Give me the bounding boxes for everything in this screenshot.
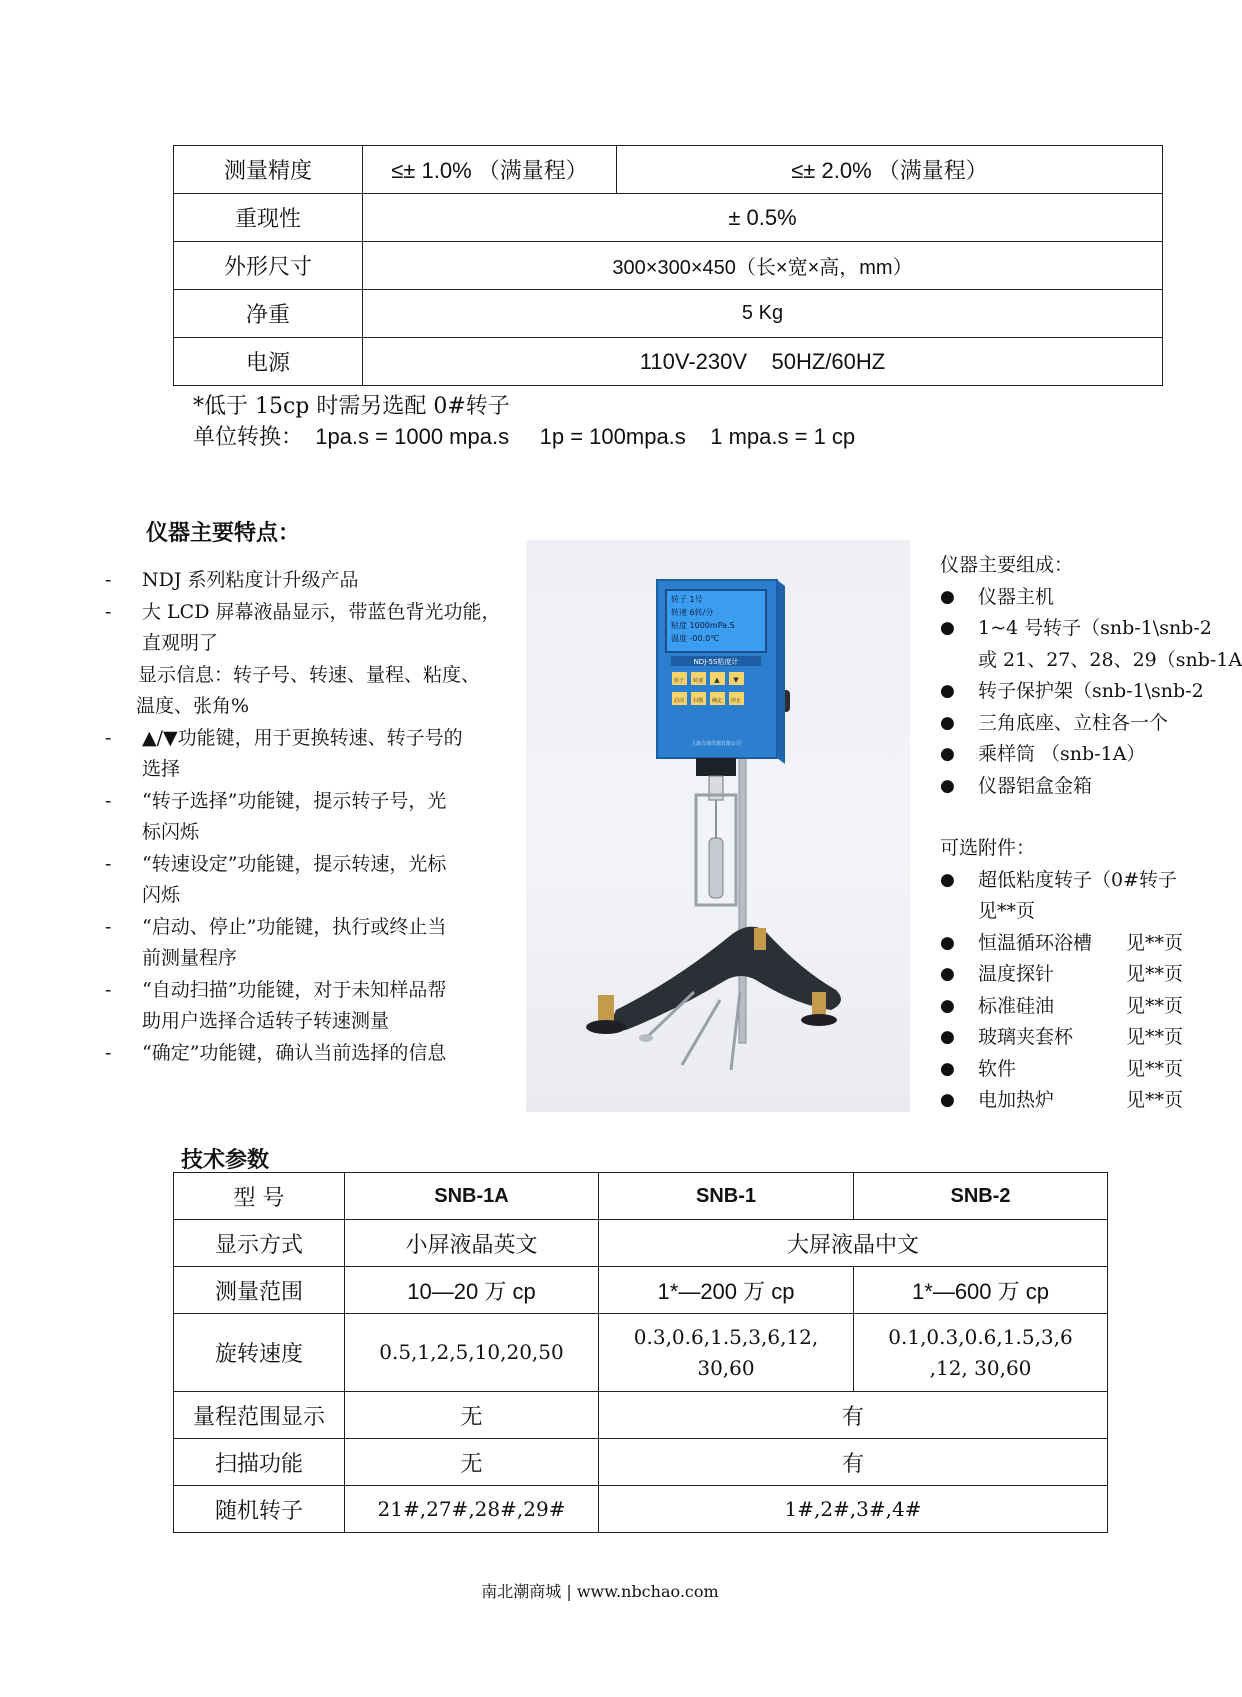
list-item: ● 乘样筒 （snb-1A） [940, 739, 1200, 771]
table-row [174, 290, 1163, 338]
bullet-icon: ● [940, 1090, 955, 1110]
list-item: - “自动扫描”功能键，对于未知样品帮 助用户选择合适转子转速测量 [105, 978, 447, 1032]
rotor-note: *低于 15cp 时需另选配 0#转子 [193, 394, 510, 419]
bullet-icon: ● [940, 1058, 955, 1079]
row-label: 外形尺寸 [174, 242, 363, 290]
components-heading: 仪器主要组成： [940, 554, 1074, 576]
list-item: - ▲/▼功能键，用于更换转速、转子号的 选择 [105, 726, 463, 780]
table-row [174, 146, 1163, 194]
table-row [174, 1486, 1108, 1533]
tech-heading: 技术参数 [181, 1147, 270, 1173]
list-item: - 大 LCD 屏幕液晶显示，带蓝色背光功能， 直观明了 [105, 600, 501, 654]
cell-value: 大屏液晶中文 [599, 1220, 1108, 1267]
cell-value: 300×300×450（长×宽×高，mm） [363, 242, 1163, 290]
accessories-heading: 可选附件： [940, 837, 1036, 859]
key-label: ▼ [733, 676, 739, 684]
column-header: SNB-1 [599, 1173, 854, 1220]
key-label: ▲ [714, 676, 720, 684]
list-item: ● 仪器主机 [940, 582, 1200, 614]
column-header: SNB-2 [854, 1173, 1108, 1220]
lcd-line: 温度 -00.0℃ [671, 634, 720, 643]
lcd-line: 转速 6转/分 [671, 608, 714, 617]
lcd-line: 转子 1号 [671, 595, 703, 604]
bullet-icon: ● [940, 744, 955, 764]
row-label: 测量范围 [174, 1267, 345, 1314]
key-label: 停止 [730, 698, 742, 704]
table-row [174, 1267, 1108, 1314]
device-model-label: NDJ-5S粘度计 [693, 658, 739, 666]
list-item: ● 标准硅油 见**页 [940, 991, 1200, 1023]
cell-value: 21#,27#,28#,29# [345, 1486, 599, 1533]
row-label: 旋转速度 [174, 1314, 345, 1392]
list-item: ● 三角底座、立柱各一个 [940, 708, 1200, 740]
cell-value: 0.3,0.6,1.5,3,6,12, 30,60 [599, 1314, 854, 1392]
product-photo [526, 540, 910, 1112]
row-label: 测量精度 [174, 146, 363, 194]
list-item: ● 1~4 号转子（snb-1\snb-2 或 21、27、28、29（snb-1A [940, 613, 1200, 676]
tech-table [173, 1172, 1108, 1533]
list-item: ● 软件 见**页 [940, 1054, 1200, 1086]
list-item: ● 超低粘度转子（0#转子 见**页 [940, 865, 1200, 928]
key-label: 扫描 [692, 698, 704, 704]
cell-value: 1*—200 万 cp [599, 1267, 854, 1314]
list-item: 显示信息：转子号、转速、量程、粘度、 温度、张角% [136, 663, 481, 717]
bullet-icon: ● [940, 586, 955, 607]
cell-value: 有 [599, 1439, 1108, 1486]
row-label: 随机转子 [174, 1486, 345, 1533]
table-row [174, 1220, 1108, 1267]
row-label: 量程范围显示 [174, 1392, 345, 1439]
cell-value: 1#,2#,3#,4# [599, 1486, 1108, 1533]
column-header: 型 号 [174, 1173, 345, 1220]
bullet-icon: ● [940, 775, 955, 796]
row-label: 电源 [174, 338, 363, 386]
features-list [105, 565, 510, 1069]
row-label: 显示方式 [174, 1220, 345, 1267]
table-row [174, 194, 1163, 242]
maker-label: 上海方瑞仪器有限公司 [690, 741, 742, 747]
cell-value: 0.1,0.3,0.6,1.5,3,6 ,12, 30,60 [854, 1314, 1108, 1392]
list-item: ● 电加热炉 见**页 [940, 1085, 1200, 1117]
row-label: 净重 [174, 290, 363, 338]
components-panel [940, 550, 1242, 1117]
cell-value: 5 Kg [363, 290, 1163, 338]
table-row [174, 1392, 1108, 1439]
cell-value: 无 [345, 1392, 599, 1439]
key-label: 转速 [692, 678, 704, 684]
list-item: ● 玻璃夹套杯 见**页 [940, 1022, 1200, 1054]
viscometer-illustration [526, 540, 910, 1112]
list-item: ● 温度探针 见**页 [940, 959, 1200, 991]
list-item: - NDJ 系列粘度计升级产品 [105, 569, 359, 591]
bullet-icon: ● [940, 681, 955, 701]
cell-value: ≤± 2.0% （满量程） [617, 146, 1163, 194]
cell-value: 110V-230V 50HZ/60HZ [363, 338, 1163, 386]
list-item: - “转子选择”功能键，提示转子号，光 标闪烁 [105, 789, 447, 843]
column-header: SNB-1A [345, 1173, 599, 1220]
table-row [174, 1314, 1108, 1392]
list-item: ● 恒温循环浴槽 见**页 [940, 928, 1200, 960]
lcd-line: 粘度 1000mPa.S [671, 621, 735, 630]
cell-value: 1*—600 万 cp [854, 1267, 1108, 1314]
row-label: 重现性 [174, 194, 363, 242]
key-label: 转子 [673, 678, 685, 684]
cell-value: ≤± 1.0% （满量程） [363, 146, 617, 194]
cell-value: 无 [345, 1439, 599, 1486]
table-row [174, 1173, 1108, 1220]
list-item: ● 转子保护架（snb-1\snb-2 [940, 676, 1200, 708]
row-label: 扫描功能 [174, 1439, 345, 1486]
bullet-icon: ● [940, 712, 955, 733]
key-label: 确定 [711, 698, 723, 704]
list-item: ● 仪器铝盒金箱 [940, 771, 1200, 803]
bullet-icon: ● [940, 1027, 955, 1047]
list-item: - “启动、停止”功能键，执行或终止当 前测量程序 [105, 915, 447, 969]
bullet-icon: ● [940, 995, 955, 1016]
unit-conversion: 单位转换： 1pa.s = 1000 mpa.s 1p = 100mpa.s 1 mpa.s = 1 cp [193, 424, 856, 449]
table-row [174, 1439, 1108, 1486]
table-row [174, 242, 1163, 290]
bullet-icon: ● [940, 618, 955, 638]
cell-value: 0.5,1,2,5,10,20,50 [345, 1314, 599, 1392]
cell-value: 小屏液晶英文 [345, 1220, 599, 1267]
key-label: 启动 [673, 698, 685, 704]
bullet-icon: ● [940, 869, 955, 890]
bullet-icon: ● [940, 964, 955, 984]
cell-value: ± 0.5% [363, 194, 1163, 242]
cell-value: 10—20 万 cp [345, 1267, 599, 1314]
spec-table [173, 145, 1163, 386]
list-item: - “确定”功能键，确认当前选择的信息 [105, 1041, 447, 1064]
list-item: - “转速设定”功能键，提示转速，光标 闪烁 [105, 852, 447, 906]
page-footer: 南北潮商城 | www.nbchao.com [481, 1582, 719, 1601]
cell-value: 有 [599, 1392, 1108, 1439]
bullet-icon: ● [940, 932, 955, 953]
features-heading: 仪器主要特点： [146, 520, 301, 546]
table-row [174, 338, 1163, 386]
